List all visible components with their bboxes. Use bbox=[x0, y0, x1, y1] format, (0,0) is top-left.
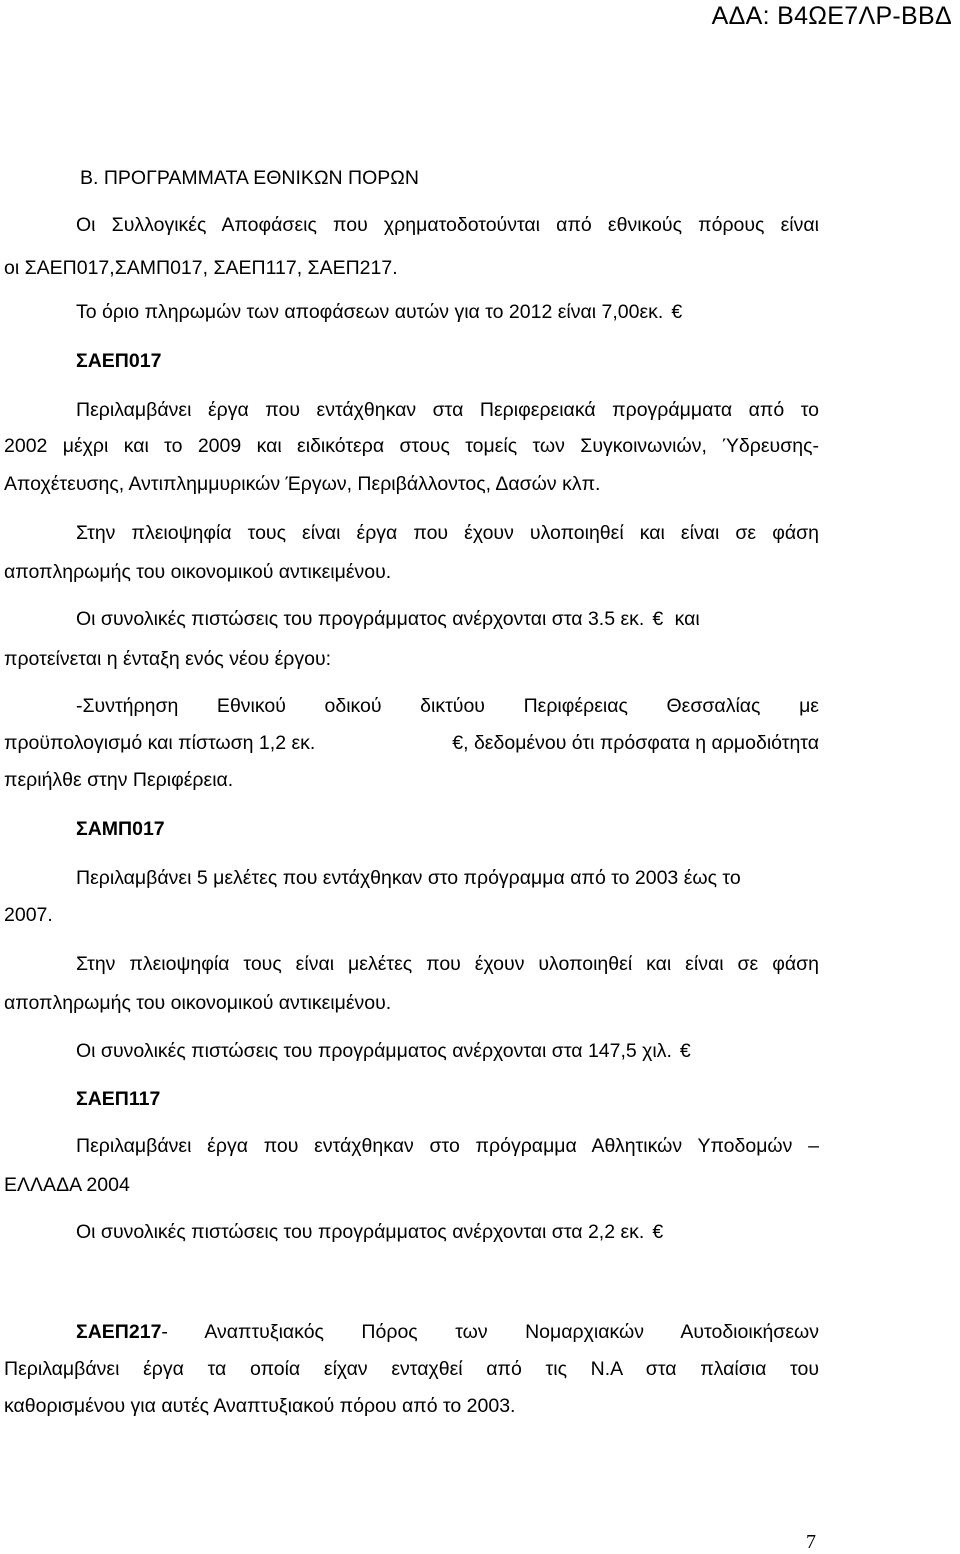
intro-line-1: Οι Συλλογικές Αποφάσεις που χρηματοδοτούνται από εθνικούς πόρους είναι bbox=[76, 214, 819, 236]
saep017-credits-text: Οι συνολικές πιστώσεις του προγράμματος ανέρχονται στα 3.5 εκ. bbox=[76, 608, 645, 630]
saep117-heading: ΣΑΕΠ117 bbox=[76, 1088, 161, 1110]
saep217-heading-tail: - Αναπτυξιακός Πόρος των Νομαρχιακών Αυτοδιοικήσεων bbox=[161, 1321, 819, 1343]
euro-icon: € bbox=[652, 1221, 664, 1243]
payment-limit bbox=[76, 300, 682, 324]
saep017-p2-line1: Στην πλειοψηφία τους είναι έργα που έχουν υλοποιηθεί και είναι σε φάση bbox=[76, 522, 819, 544]
samp017-p1-line1: Περιλαμβάνει 5 μελέτες που εντάχθηκαν στο πρόγραμμα από το 2003 έως το bbox=[76, 867, 741, 889]
saep017-p4-line3: περιήλθε στην Περιφέρεια. bbox=[4, 769, 234, 791]
saep217-heading-line bbox=[76, 1320, 819, 1344]
section-title: Β. ΠΡΟΓΡΑΜΜΑΤΑ ΕΘΝΙΚΩΝ ΠΟΡΩΝ bbox=[80, 167, 419, 189]
saep117-p2 bbox=[76, 1220, 663, 1244]
saep017-p1-line1: Περιλαμβάνει έργα που εντάχθηκαν στα Περιφερειακά προγράμματα από το bbox=[76, 399, 819, 421]
euro-icon: € bbox=[679, 1040, 691, 1062]
saep017-p3-line2: προτείνεται η ένταξη ενός νέου έργου: bbox=[4, 648, 332, 670]
euro-icon: € bbox=[671, 301, 683, 323]
saep017-p3-line1 bbox=[76, 607, 700, 631]
saep117-p1-line1: Περιλαμβάνει έργα που εντάχθηκαν στο πρόγραμμα Αθλητικών Υποδομών – bbox=[76, 1135, 819, 1157]
samp017-p1-line2: 2007. bbox=[4, 904, 53, 926]
saep017-heading: ΣΑΕΠ017 bbox=[76, 350, 162, 372]
saep217-p1-line1: Περιλαμβάνει έργα τα οποία είχαν ενταχθεί από τις Ν.Α στα πλαίσια του bbox=[4, 1358, 819, 1380]
saep017-credits-tail: και bbox=[674, 608, 700, 630]
ada-code: ΑΔΑ: Β4ΩΕ7ΛΡ-ΒΒΔ bbox=[711, 2, 952, 30]
page-number: 7 bbox=[806, 1531, 816, 1553]
samp017-p2-line2: αποπληρωμής του οικονομικού αντικειμένου. bbox=[4, 992, 392, 1014]
samp017-credits-text: Οι συνολικές πιστώσεις του προγράμματος ανέρχονται στα 147,5 χιλ. bbox=[76, 1040, 672, 1062]
saep217-heading: ΣΑΕΠ217 bbox=[76, 1321, 162, 1343]
saep217-p1-line2: καθορισμένου για αυτές Αναπτυξιακού πόρου από το 2003. bbox=[4, 1395, 516, 1417]
euro-icon: € bbox=[652, 608, 664, 630]
intro-line-2: οι ΣΑΕΠ017,ΣΑΜΠ017, ΣΑΕΠ117, ΣΑΕΠ217. bbox=[4, 257, 398, 279]
saep017-p1-line3: Αποχέτευσης, Αντιπλημμυρικών Έργων, Περιβάλλοντος, Δασών κλπ. bbox=[4, 473, 601, 495]
samp017-heading: ΣΑΜΠ017 bbox=[76, 818, 165, 840]
saep017-budget-text: προϋπολογισμό και πίστωση 1,2 εκ. bbox=[4, 732, 316, 754]
saep017-budget-tail: , δεδομένου ότι πρόσφατα η αρμοδιότητα bbox=[463, 732, 819, 754]
payment-limit-text: Το όριο πληρωμών των αποφάσεων αυτών για το 2012 είναι 7,00εκ. bbox=[76, 301, 664, 323]
saep117-credits-text: Οι συνολικές πιστώσεις του προγράμματος ανέρχονται στα 2,2 εκ. bbox=[76, 1221, 645, 1243]
euro-icon: € bbox=[452, 732, 464, 754]
saep017-p1-line2: 2002 μέχρι και το 2009 και ειδικότερα στους τομείς των Συγκοινωνιών, Ύδρευσης- bbox=[4, 435, 819, 457]
saep017-p4-line2 bbox=[4, 731, 819, 755]
saep117-p1-line2: ΕΛΛΑΔΑ 2004 bbox=[4, 1174, 130, 1196]
saep017-p4-line1: -Συντήρηση Εθνικού οδικού δικτύου Περιφέρειας Θεσσαλίας με bbox=[76, 695, 819, 717]
saep017-p2-line2: αποπληρωμής του οικονομικού αντικειμένου. bbox=[4, 561, 392, 583]
samp017-p2-line1: Στην πλειοψηφία τους είναι μελέτες που έχουν υλοποιηθεί και είναι σε φάση bbox=[76, 953, 819, 975]
samp017-p3 bbox=[76, 1039, 691, 1063]
